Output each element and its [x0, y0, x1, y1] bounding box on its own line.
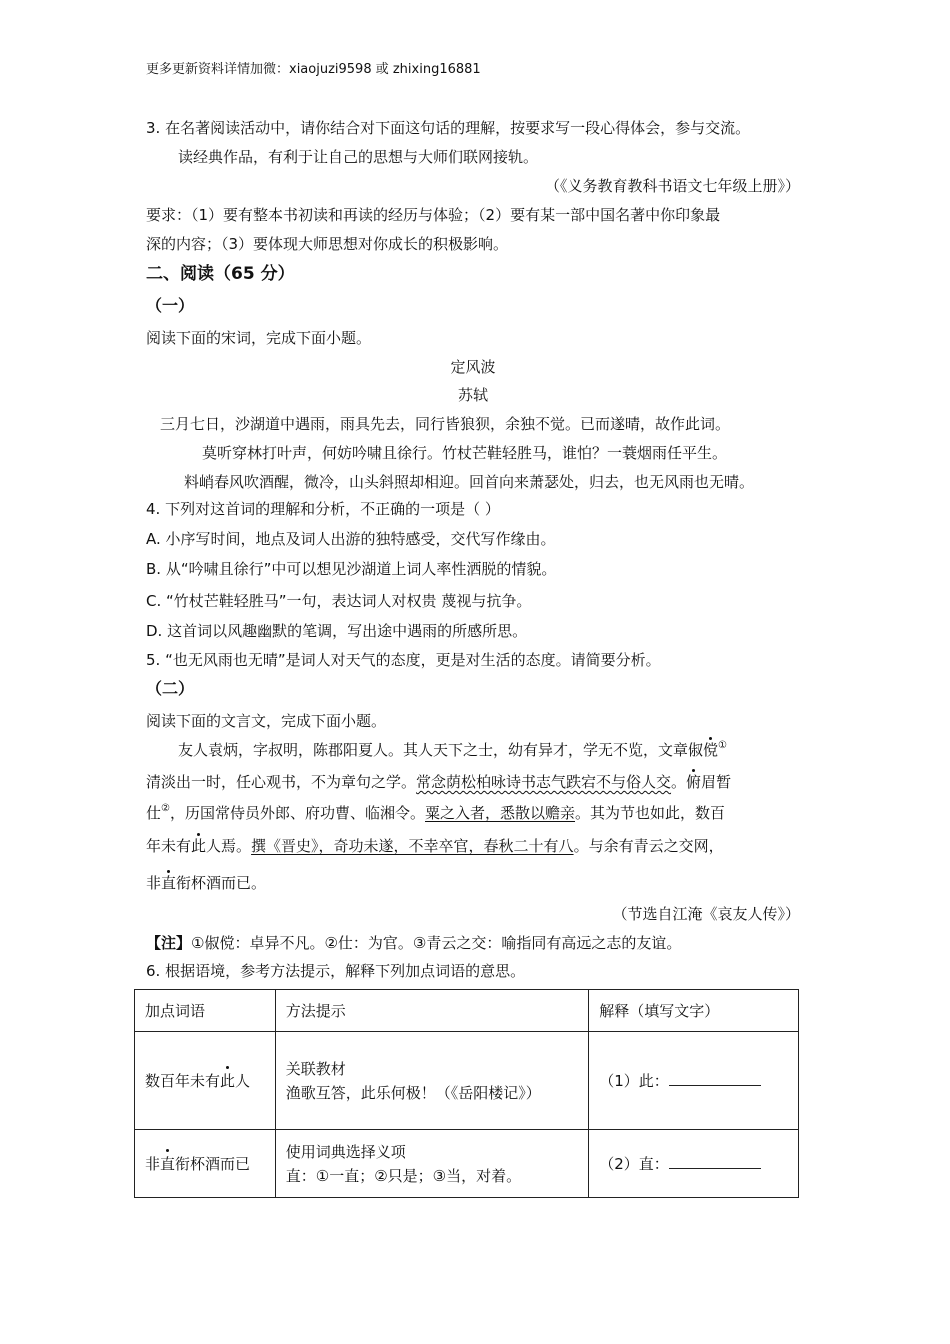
section-2-title: 二、阅读（65 分）	[146, 264, 295, 284]
dotted-char: 直	[161, 874, 177, 892]
answer-cell: （2）直：	[589, 1130, 799, 1198]
poem-author: 苏轼	[457, 386, 488, 404]
question-4-option-c: C. “竹杖芒鞋轻胜马”一句，表达词人对权贵 蔑视与抗争。	[146, 592, 532, 610]
question-4-option-d: D. 这首词以风趣幽默的笔调，写出途中遇雨的所感所思。	[146, 622, 528, 640]
part-2-label: （二）	[146, 679, 195, 698]
poem-line-2: 料峭春风吹酒醒，微冷，山头斜照却相迎。回首向来萧瑟处，归去，也无风雨也无晴。	[184, 473, 755, 491]
part-1-label: （一）	[146, 296, 195, 315]
annotation-note: 【注】①俶傥：卓异不凡。②仕：为官。③青云之交：喻指同有高远之志的友谊。	[146, 934, 682, 952]
question-3-requirement-1: 要求：（1）要有整本书初读和再读的经历与体验；（2）要有某一部中国名著中你印象最	[146, 206, 721, 224]
prose-line-3: 仕②，历国常侍员外郎、府功曹、临湘令。粟之入者，悉散以赡亲。其为节也如此，数百	[146, 803, 726, 822]
answer-table	[134, 989, 799, 1198]
dotted-word-cell: 非直衔杯酒而已	[135, 1130, 276, 1198]
dotted-char: 直	[160, 1152, 175, 1176]
table-header: 方法提示	[275, 990, 588, 1032]
wavy-underlined-sentence: 常念荫松柏咏诗书志气跌宕不与俗人交	[416, 773, 672, 791]
question-4-option-a: A. 小序写时间，地点及词人出游的独特感受，交代写作缘由。	[146, 530, 556, 548]
poem-title: 定风波	[450, 358, 496, 376]
prose-line-4: 年未有此人焉。撰《晋史》，奇功未遂，不幸卒官，春秋二十有八。与余有青云之交网，	[146, 837, 724, 855]
question-3-requirement-2: 深的内容；（3）要体现大师思想对你成长的积极影响。	[146, 235, 509, 253]
table-header: 解释（填写文字）	[589, 990, 799, 1032]
table-header: 加点词语	[135, 990, 276, 1032]
answer-blank[interactable]	[669, 1152, 761, 1169]
question-4-option-b: B. 从“吟啸且徐行”中可以想见沙湖道上词人率性洒脱的情貌。	[146, 560, 557, 578]
question-3-quote: 读经典作品，有利于让自己的思想与大师们联网接轨。	[178, 148, 539, 166]
dotted-char: 此	[220, 1069, 235, 1093]
answer-cell: （1）此：	[589, 1032, 799, 1130]
footnote-ref: ②	[161, 803, 170, 814]
answer-blank[interactable]	[669, 1069, 761, 1086]
prose-line-1: 友人袁炳，字叔明，陈郡阳夏人。其人天下之士，幼有异才，学无不览，文章俶傥①	[178, 740, 727, 759]
question-4-stem: 4. 下列对这首词的理解和分析，不正确的一项是（ ）	[146, 500, 500, 518]
underlined-sentence: 粟之入者，悉散以赡亲	[425, 804, 576, 822]
table-header-row	[135, 990, 799, 1032]
prose-line-5: 非直衔杯酒而已。	[146, 874, 267, 892]
dotted-char: 此	[191, 837, 207, 855]
footnote-ref: ①	[718, 740, 727, 751]
table-row	[135, 1130, 799, 1198]
part-2-intro: 阅读下面的文言文，完成下面小题。	[146, 712, 387, 730]
poem-line-1: 莫听穿林打叶声，何妨吟啸且徐行。竹杖芒鞋轻胜马，谁怕？一蓑烟雨任平生。	[202, 444, 728, 462]
underlined-sentence: 撰《晋史》，奇功未遂，不幸卒官，春秋二十有八	[251, 837, 574, 855]
prose-source: （节选自江淹《哀友人传》）	[612, 905, 800, 923]
dotted-word-cell: 数百年未有此人	[135, 1032, 276, 1130]
question-3-stem: 3. 在名著阅读活动中，请你结合对下面这句话的理解，按要求写一段心得体会，参与交流。	[146, 119, 751, 137]
dotted-char: 傥	[703, 741, 719, 759]
prose-line-2: 清淡出一时，任心观书，不为章句之学。常念荫松柏咏诗书志气跌宕不与俗人交。俯眉暂	[146, 773, 732, 791]
dotted-char: 俯	[686, 773, 702, 791]
header-note: 更多更新资料详情加微：xiaojuzi9598 或 zhixing16881	[146, 62, 481, 77]
method-hint-cell: 使用词典选择义项 直：①一直；②只是；③当，对着。	[275, 1130, 588, 1198]
method-hint-cell: 关联教材 渔歌互答，此乐何极！（《岳阳楼记》）	[275, 1032, 588, 1130]
question-3-source: （《义务教育教科书语文七年级上册》）	[544, 177, 800, 195]
question-6-stem: 6. 根据语境，参考方法提示，解释下列加点词语的意思。	[146, 962, 526, 980]
poem-preface: 三月七日，沙湖道中遇雨，雨具先去，同行皆狼狈，余独不觉。已而遂晴，故作此词。	[160, 415, 731, 433]
question-5-stem: 5. “也无风雨也无晴”是词人对天气的态度，更是对生活的态度。请简要分析。	[146, 651, 661, 669]
part-1-intro: 阅读下面的宋词，完成下面小题。	[146, 329, 372, 347]
table-row	[135, 1032, 799, 1130]
